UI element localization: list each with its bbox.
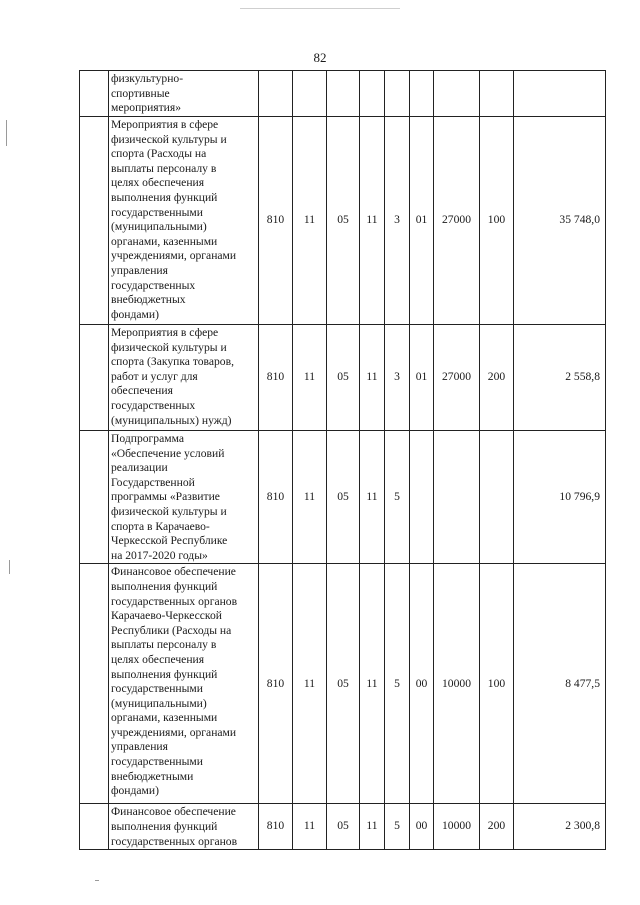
direction-code-cell: 10000 [434,564,480,804]
direction-code-cell [434,431,480,564]
section-code-cell: 11 [293,325,327,431]
row-number-cell [80,431,109,564]
subprogram-code-cell: 3 [385,325,410,431]
subprogram-code-cell: 3 [385,117,410,325]
direction-code-cell [434,71,480,117]
expense-type-cell: 100 [480,117,514,325]
ministry-code-cell: 810 [259,431,293,564]
row-number-cell [80,71,109,117]
program-code-cell: 11 [360,804,385,850]
table-row [80,71,606,117]
ministry-code-cell: 810 [259,325,293,431]
amount-cell: 10 796,9 [514,431,606,564]
subsection-code-cell: 05 [327,564,360,804]
program-code-cell [360,71,385,117]
direction-code-cell: 27000 [434,325,480,431]
program-code-cell: 11 [360,431,385,564]
expense-type-cell: 200 [480,325,514,431]
ministry-code-cell: 810 [259,117,293,325]
subsection-code-cell: 05 [327,804,360,850]
expense-type-cell [480,71,514,117]
table-row [80,117,606,325]
expense-type-cell: 200 [480,804,514,850]
section-code-cell: 11 [293,804,327,850]
direction-code-cell: 10000 [434,804,480,850]
subsection-code-cell: 05 [327,117,360,325]
ministry-code-cell [259,71,293,117]
amount-cell: 2 558,8 [514,325,606,431]
program-code-cell: 11 [360,325,385,431]
row-number-cell [80,564,109,804]
table-row [80,431,606,564]
amount-cell [514,71,606,117]
program-code-cell: 11 [360,117,385,325]
subsection-code-cell: 05 [327,325,360,431]
subsection-code-cell: 05 [327,431,360,564]
row-number-cell [80,117,109,325]
event-code-cell [410,71,434,117]
scan-artifact [9,560,10,574]
subsection-code-cell [327,71,360,117]
subprogram-code-cell: 5 [385,804,410,850]
scan-artifact [6,120,7,146]
section-code-cell: 11 [293,117,327,325]
item-name-cell: Мероприятия в сфере физической культуры и спорта (Расходы на выплаты персоналу в целях обеспечения выполнения функций государственными (муниципальными) органами, казенными учреждениями, органами управления государственных внебюджетных фондами) [109,117,259,325]
item-name-cell: Мероприятия в сфере физической культуры и спорта (Закупка товаров, работ и услуг для обеспечения государственных (муниципальных) нужд) [109,325,259,431]
amount-cell: 8 477,5 [514,564,606,804]
row-number-cell [80,325,109,431]
section-code-cell: 11 [293,431,327,564]
subprogram-code-cell [385,71,410,117]
item-name-cell: Подпрограмма «Обеспечение условий реализации Государственной программы «Развитие физической культуры и спорта в Карачаево- Черкесской Республике на 2017-2020 годы» [109,431,259,564]
item-name-cell: физкультурно- спортивные мероприятия» [109,71,259,117]
table-row [80,804,606,850]
item-name-cell: Финансовое обеспечение выполнения функций государственных органов [109,804,259,850]
expense-type-cell [480,431,514,564]
scan-artifact [95,880,99,881]
ministry-code-cell: 810 [259,564,293,804]
section-code-cell [293,71,327,117]
direction-code-cell: 27000 [434,117,480,325]
subprogram-code-cell: 5 [385,564,410,804]
amount-cell: 2 300,8 [514,804,606,850]
expense-type-cell: 100 [480,564,514,804]
table-row [80,564,606,804]
event-code-cell: 00 [410,804,434,850]
row-number-cell [80,804,109,850]
event-code-cell: 01 [410,325,434,431]
section-code-cell: 11 [293,564,327,804]
table-row [80,325,606,431]
event-code-cell [410,431,434,564]
event-code-cell: 00 [410,564,434,804]
amount-cell: 35 748,0 [514,117,606,325]
subprogram-code-cell: 5 [385,431,410,564]
scan-artifact [240,8,400,9]
budget-table [79,70,606,850]
program-code-cell: 11 [360,564,385,804]
event-code-cell: 01 [410,117,434,325]
item-name-cell: Финансовое обеспечение выполнения функций государственных органов Карачаево-Черкесской Республики (Расходы на выплаты персоналу в целях обеспечения выполнения функций государственными (муниципальными) органами, казенными учреждениями, органами управления государственными внебюджетными фондами) [109,564,259,804]
page-number: 82 [313,50,327,65]
ministry-code-cell: 810 [259,804,293,850]
